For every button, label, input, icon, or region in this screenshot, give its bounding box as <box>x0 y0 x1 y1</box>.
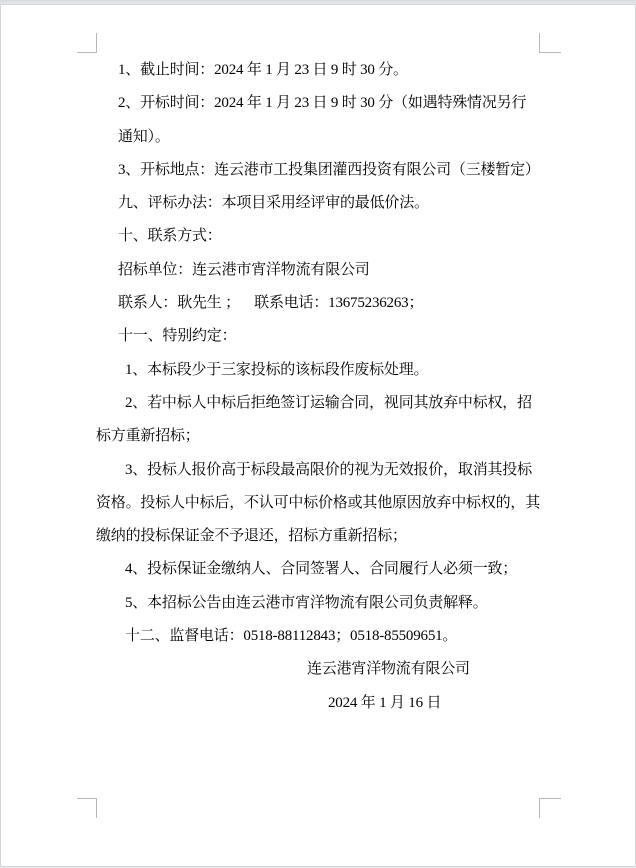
document-text-area[interactable] <box>96 54 556 799</box>
doc-line-signature-date[interactable]: 2024 年 1 月 16 日 <box>328 694 442 711</box>
doc-line-stipulation-3b[interactable]: 资格。投标人中标后，不认可中标价格或其他原因放弃中标权的，其 <box>96 494 541 511</box>
doc-line-bid-opening-time-2[interactable]: 通知）。 <box>118 128 170 145</box>
crop-mark-top-left <box>77 33 97 53</box>
document-page <box>0 4 636 867</box>
doc-line-stipulation-2[interactable]: 2、若中标人中标后拒绝签订运输合同，视同其放弃中标权，招 <box>125 394 532 411</box>
doc-line-bid-opening-time[interactable]: 2、开标时间：2024 年 1 月 23 日 9 时 30 分（如遇特殊情况另行 <box>118 95 527 112</box>
doc-line-stipulation-2b[interactable]: 标方重新招标； <box>96 428 200 445</box>
doc-line-special-stipulations[interactable]: 十一、特别约定： <box>118 328 237 345</box>
doc-line-stipulation-3c[interactable]: 缴纳的投标保证金不予退还，招标方重新招标； <box>96 528 407 545</box>
doc-line-stipulation-3[interactable]: 3、投标人报价高于标段最高限价的视为无效报价，取消其投标 <box>125 461 532 478</box>
doc-line-bid-opening-place[interactable]: 3、开标地点：连云港市工投集团灌西投资有限公司（三楼暂定） <box>118 161 540 178</box>
doc-line-stipulation-4[interactable]: 4、投标保证金缴纳人、合同签署人、合同履行人必须一致； <box>125 561 518 578</box>
crop-mark-top-right <box>539 33 561 53</box>
doc-line-signature-company[interactable]: 连云港宵洋物流有限公司 <box>307 661 470 678</box>
crop-mark-bottom-left <box>77 798 97 818</box>
doc-line-stipulation-5[interactable]: 5、本招标公告由连云港市宵洋物流有限公司负责解释。 <box>125 594 488 611</box>
doc-line-deadline-time[interactable]: 1、截止时间：2024 年 1 月 23 日 9 时 30 分。 <box>118 62 408 78</box>
crop-mark-bottom-right <box>539 798 561 818</box>
doc-line-contact-heading[interactable]: 十、联系方式： <box>118 228 222 245</box>
doc-line-supervision-phone[interactable]: 十二、监督电话：0518-88112843；0518-85509651。 <box>125 628 458 645</box>
doc-line-evaluation-method[interactable]: 九、评标办法：本项目采用经评审的最低价法。 <box>118 195 429 212</box>
doc-line-contact-person[interactable]: 联系人：耿先生 ； 联系电话：13675236263； <box>118 295 424 312</box>
doc-line-stipulation-1[interactable]: 1、本标段少于三家投标的该标段作废标处理。 <box>125 361 429 378</box>
doc-line-tender-unit[interactable]: 招标单位：连云港市宵洋物流有限公司 <box>118 261 370 278</box>
